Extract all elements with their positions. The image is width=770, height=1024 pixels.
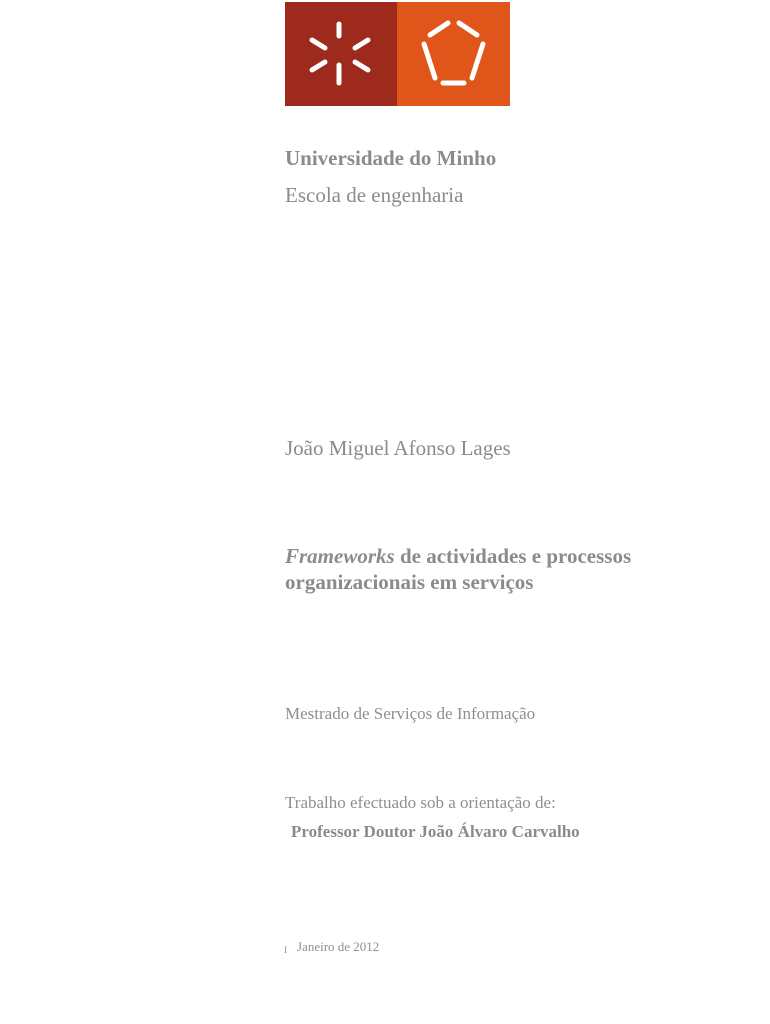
- thesis-title-line1-rest: de actividades e processos: [394, 544, 632, 568]
- thesis-title-italic: Frameworks: [285, 544, 395, 568]
- school-name: Escola de engenharia: [285, 183, 464, 207]
- logo-left-block: [285, 2, 397, 106]
- supervision-intro: Trabalho efectuado sob a orientação de:: [285, 793, 556, 812]
- author-name: João Miguel Afonso Lages: [285, 436, 511, 460]
- pentagon-icon: [397, 2, 510, 106]
- university-name: Universidade do Minho: [285, 146, 497, 170]
- date: Janeiro de 2012: [297, 939, 380, 954]
- asterisk-rays-icon: [285, 2, 397, 106]
- thesis-title: [285, 543, 631, 595]
- thesis-title-line-2: organizacionais em serviços: [285, 570, 534, 594]
- supervisor-name: Professor Doutor João Álvaro Carvalho: [291, 822, 580, 841]
- university-logo: [285, 2, 510, 106]
- footer-marker: I: [284, 945, 287, 955]
- thesis-title-line-1: [285, 543, 631, 569]
- logo-right-block: [397, 2, 510, 106]
- degree-name: Mestrado de Serviços de Informação: [285, 704, 536, 723]
